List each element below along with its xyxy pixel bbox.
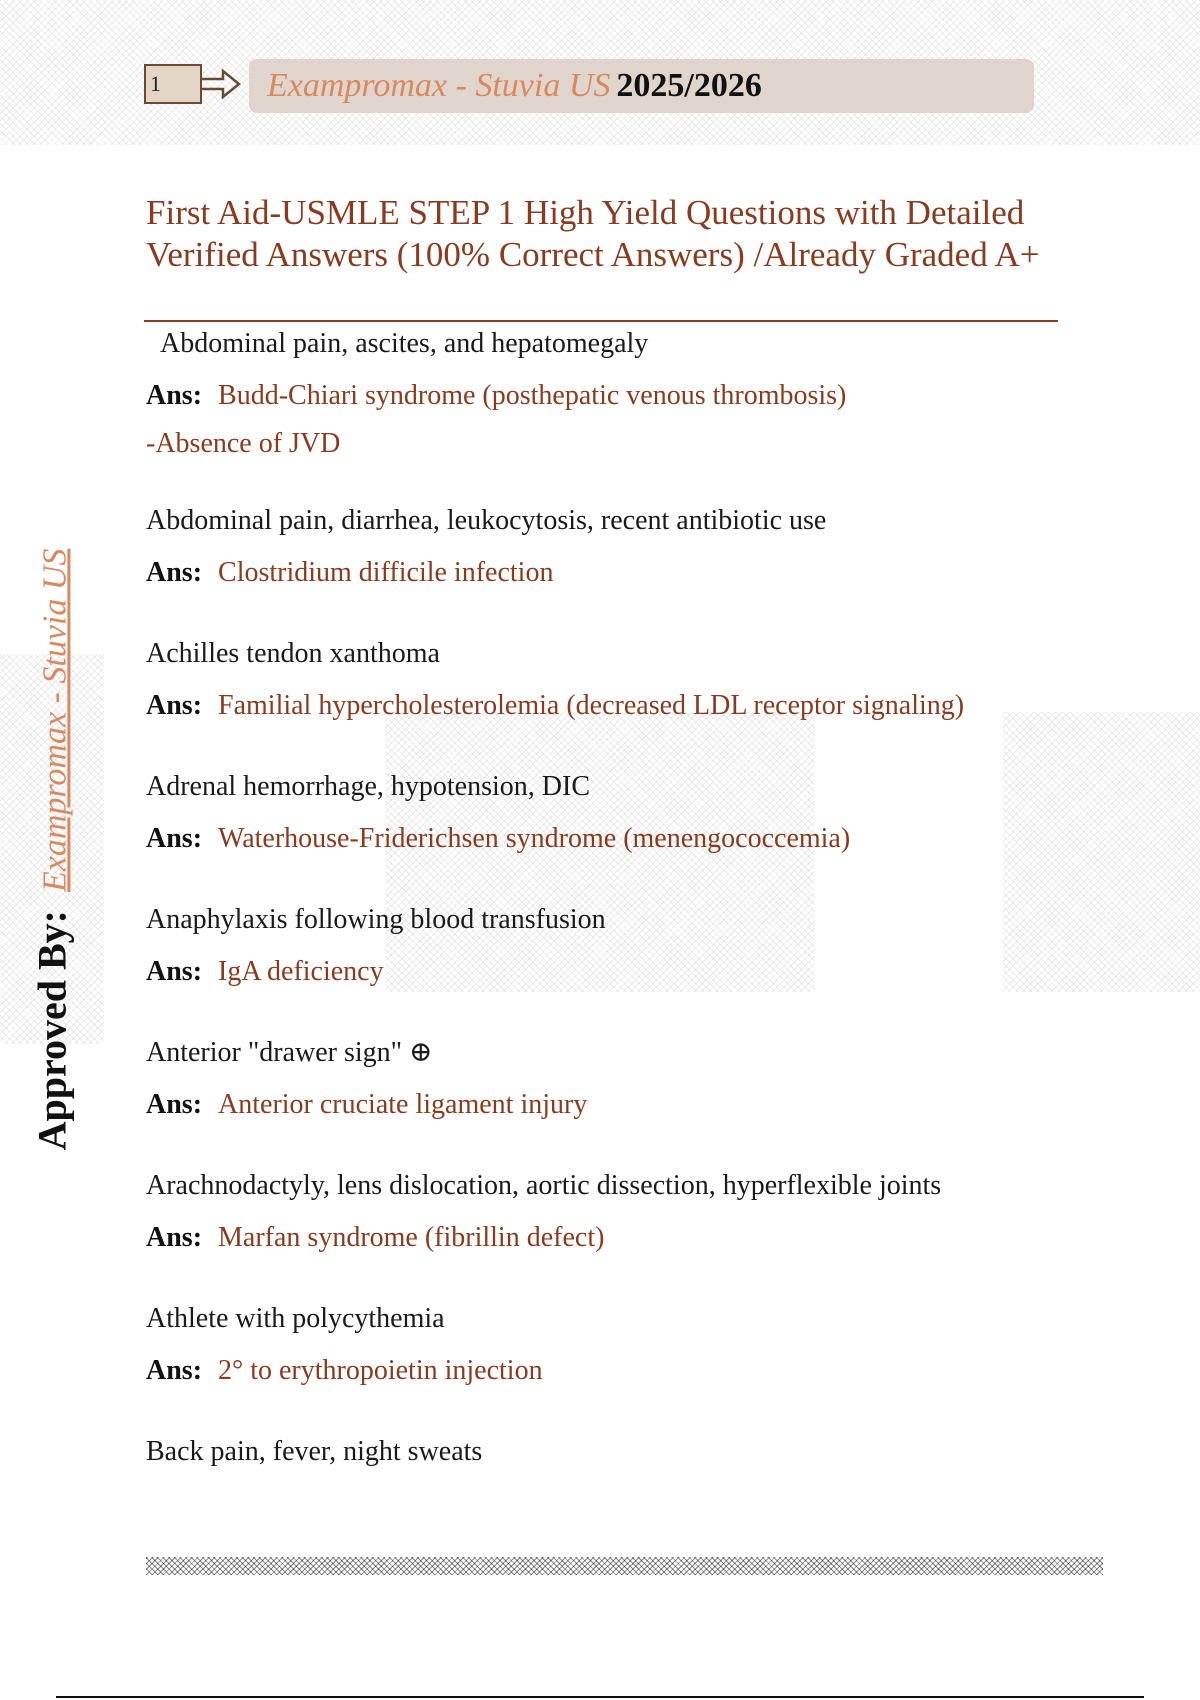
answer-text: Budd-Chiari syndrome (posthepatic venous thrombosis): [218, 380, 847, 411]
question: Arachnodactyly, lens dislocation, aortic dissection, hyperflexible joints: [146, 1170, 942, 1201]
qa-list: [146, 318, 1146, 1478]
page-number: 1: [144, 64, 202, 104]
answer: [146, 946, 1146, 998]
answer: [146, 680, 1146, 732]
ans-label: Ans:: [146, 1089, 203, 1120]
answer: [146, 1212, 1146, 1264]
qa-item: [146, 761, 1146, 865]
question: Achilles tendon xanthoma: [146, 638, 440, 669]
qa-item: [146, 894, 1146, 998]
question: Anaphylaxis following blood transfusion: [146, 904, 606, 935]
answer: [146, 1345, 1146, 1397]
qa-item: [146, 1027, 1146, 1131]
ans-label: Ans:: [146, 690, 203, 721]
header-brand: Exampromax - Stuvia US: [267, 67, 611, 104]
ans-label: Ans:: [146, 1222, 203, 1253]
question: Abdominal pain, ascites, and hepatomegaly: [160, 328, 649, 359]
answer-text: Waterhouse-Friderichsen syndrome (menengococcemia): [218, 823, 851, 854]
ans-label: Ans:: [146, 557, 203, 588]
answer-note: -Absence of JVD: [146, 428, 341, 459]
question: Athlete with polycythemia: [146, 1303, 445, 1334]
answer-text: Marfan syndrome (fibrillin defect): [218, 1222, 605, 1253]
answer-text: Familial hypercholesterolemia (decreased LDL receptor signaling): [218, 690, 965, 721]
bottom-divider-pattern: [146, 1557, 1103, 1575]
answer: [146, 813, 1146, 865]
answer-text: Clostridium difficile infection: [218, 557, 554, 588]
ans-label: Ans:: [146, 380, 203, 411]
question: Abdominal pain, diarrhea, leukocytosis, recent antibiotic use: [146, 505, 827, 536]
answer: [146, 1079, 1146, 1131]
arrow-right-icon: [201, 67, 241, 101]
qa-item: [146, 1160, 1146, 1264]
approved-by-label: Approved By:: [29, 909, 75, 1150]
qa-item: [146, 628, 1146, 732]
question: Back pain, fever, night sweats: [146, 1436, 483, 1467]
question: Anterior "drawer sign" ⊕: [146, 1037, 433, 1068]
ans-label: Ans:: [146, 823, 203, 854]
ans-label: Ans:: [146, 1355, 203, 1386]
qa-item: [146, 495, 1146, 599]
answer-text: 2° to erythropoietin injection: [218, 1355, 543, 1386]
qa-item: [146, 1426, 1146, 1478]
header-year: 2025/2026: [616, 67, 762, 104]
question: Adrenal hemorrhage, hypotension, DIC: [146, 771, 590, 802]
ans-label: Ans:: [146, 956, 203, 987]
qa-item: [146, 318, 1146, 466]
footer-divider: [56, 1696, 1144, 1698]
header-banner: [249, 59, 1034, 113]
answer-text: IgA deficiency: [218, 956, 384, 987]
qa-item: [146, 1293, 1146, 1397]
answer: [146, 370, 1146, 422]
side-approval-stamp: [0, 548, 104, 1150]
answer: [146, 547, 1146, 599]
approved-by-brand: Exampromax - Stuvia US: [36, 548, 74, 892]
document-title: First Aid-USMLE STEP 1 High Yield Questions with Detailed Verified Answers (100% Correct Answers) /Already Graded A+: [146, 193, 1040, 274]
answer-text: Anterior cruciate ligament injury: [218, 1089, 588, 1120]
